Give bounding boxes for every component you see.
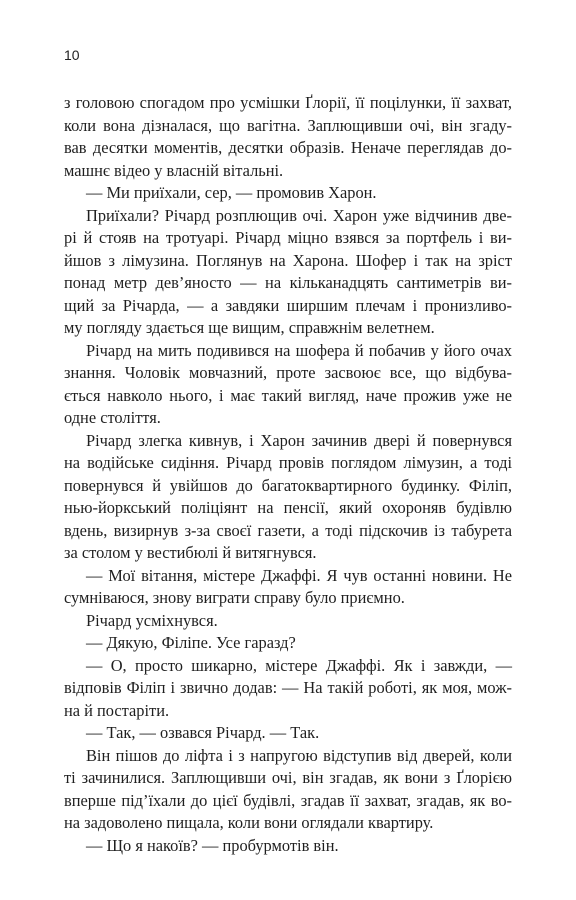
- text-line: — О, просто шикарно, містере Джаффі. Як і завжди, —: [86, 655, 512, 675]
- body-text: [64, 92, 512, 857]
- text-line: — Мої вітання, містере Джаффі. Я чув останні новини. Не: [86, 565, 512, 585]
- text-line: на водійське сидіння. Річард провів поглядом лімузин, а тоді: [64, 453, 512, 472]
- text-line: вперше під’їхали до цієї будівлі, згадав її захват, згадав, як во-: [64, 790, 512, 810]
- text-line: вав десятки моментів, десятки образів. Неначе переглядав до-: [64, 138, 512, 157]
- text-line: йшов з лімузина. Поглянув на Харона. Шофер і так на зріст: [64, 250, 512, 270]
- text-line: рі й стояв на тротуарі. Річард міцно взявся за портфель і ви-: [64, 228, 512, 247]
- text-line: Він пішов до ліфта і з напругою відступив від дверей, коли: [86, 745, 512, 765]
- text-line: Приїхали? Річард розплющив очі. Харон уже відчинив две-: [86, 205, 512, 225]
- text-line: відповів Філіп і звично додав: — На такій роботі, як моя, мож-: [64, 678, 512, 697]
- text-line: му погляду здається ще вищим, справжнім велетнем.: [64, 318, 435, 337]
- text-line: сумніваюся, знову виграти справу було приємно.: [64, 588, 405, 607]
- text-line: коли вона дізналася, що вагітна. Заплющивши очі, він згаду-: [64, 115, 512, 135]
- text-line: — Ми приїхали, сер, — промовив Харон.: [86, 183, 377, 202]
- text-line: — Що я накоїв? — пробурмотів він.: [86, 835, 339, 855]
- text-line: на задоволено пищала, коли вони оглядали квартиру.: [64, 813, 434, 832]
- text-line: щий за Річарда, — а завдяки ширшим плечам і пронизливо-: [64, 295, 512, 315]
- text-line: на й постаріти.: [64, 700, 170, 720]
- text-line: повернувся й увійшов до багатоквартирного будинку. Філіп,: [64, 475, 512, 495]
- text-line: знання. Чоловік мовчазний, проте засвоює все, що відбува-: [64, 363, 512, 382]
- text-line: — Так, — озвався Річард. — Так.: [86, 723, 320, 742]
- text-line: Річард на мить подивився на шофера й побачив у його очах: [86, 340, 512, 360]
- text-line: — Дякую, Філіпе. Усе гаразд?: [86, 633, 296, 652]
- text-line: машнє відео у власній вітальні.: [64, 160, 284, 180]
- page-number: 10: [64, 47, 80, 63]
- text-line: ті зачинилися. Заплющивши очі, він згадав, як вони з Ґлорією: [64, 768, 512, 787]
- text-line: понад метр дев’яносто — на кільканадцять сантиметрів ви-: [64, 273, 512, 292]
- text-line: Річард усміхнувся.: [86, 610, 218, 630]
- text-line: ється навколо нього, і має такий вигляд, наче прожив уже не: [64, 385, 512, 405]
- text-line: нью-йоркський поліціянт на пенсії, який охороняв будівлю: [64, 498, 512, 517]
- text-line: Річард злегка кивнув, і Харон зачинив двері й повернувся: [86, 430, 512, 450]
- text-line: одне століття.: [64, 408, 161, 427]
- text-line: з головою спогадом про усмішки Ґлорії, її поцілунки, її захват,: [64, 93, 512, 112]
- text-line: вдень, визирнув з-за своєї газети, а тоді підскочив із табурета: [64, 520, 512, 540]
- text-line: за столом у вестибюлі й витягнувся.: [64, 543, 317, 562]
